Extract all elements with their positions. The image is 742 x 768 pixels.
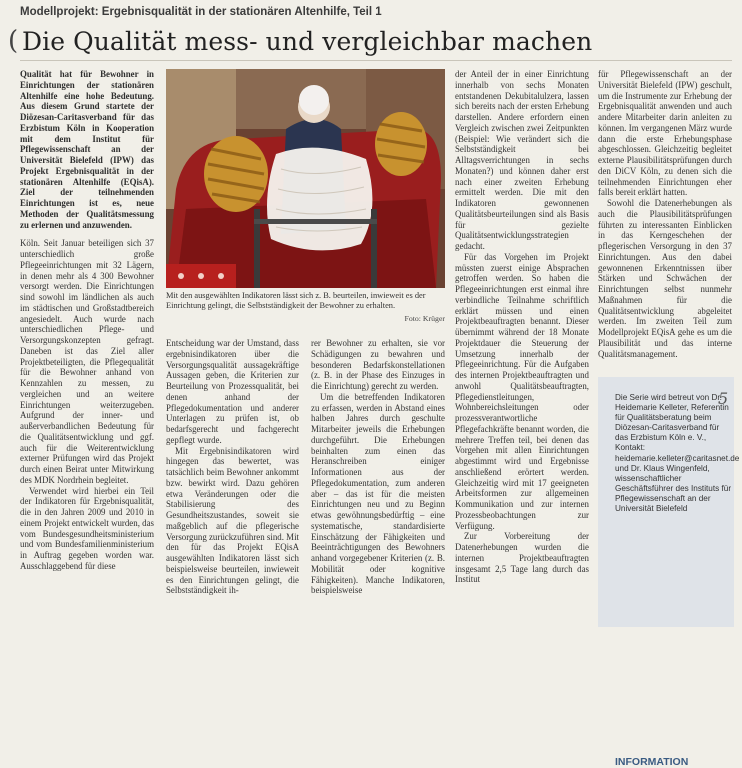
body-paragraph: Verwendet wird hierbei ein Teil der Indikatoren für Ergebnisqualität, die in den Jahren 2009 und 2010 in einem Projekt entwickelt wurden, das vom Bundesgesundheitsministerium und vom Bundesfamilienministerium in Auftrag gegeben worden war. Ausschlaggebend für diese xyxy=(20,485,154,571)
article-column-2 xyxy=(166,338,299,625)
article-headline: Die Qualität mess- und vergleichbar machen xyxy=(22,27,593,56)
body-paragraph: Sowohl die Datenerhebungen als auch die Plausibilitätsprüfungen führten zu interessanten Einblicken in das Kerngeschehen der pflegerischen Versorgung in den 37 Einrichtungen. Aus den dabei gewonnenen Erkenntnissen über Stärken und Schwächen der Einrichtungen selbst nunmehr Maßnahmen für die Qualitätsentwicklung abgeleitet werden. Im zweiten Teil zum Modellprojekt EQisA gehe es um die Plausibilität und das interne Qualitätsmanagement. xyxy=(598,198,732,359)
article-intro: Qualität hat für Bewohner in Einrichtungen der stationären Altenhilfe eine hohe Bedeutung. Aus diesem Grund startete der Diözesan-Caritasverband für das Erzbistum Köln in Kooperation mit dem Institut für Pflegewissenschaft an der Universität Bielefeld (IPW) das Projekt Ergebnisqualität in der stationären Altenhilfe (EQisA). Ziel der teilnehmenden Einrichtungen ist es, neue Methoden der Qualitätsmessung zu erlernen und anzuwenden. xyxy=(20,69,154,230)
information-body: Die Serie wird betreut von Dr. Heidemarie Kelleter, Referentin für Qualitätsberatung beim Diözesan-Caritasverband für das Erzbistum Köln e. V., Kontakt: heidemarie.kelleter@caritasnet.de und Dr. Klaus Wingenfeld, wissenschaftlicher Geschäftsführer des Instituts für Pflegewissenschaft an der Universität Bielefeld xyxy=(615,393,740,514)
information-title: INFORMATION xyxy=(615,756,689,768)
body-paragraph: Für das Vorgehen im Projekt müssten zuerst einige Absprachen getroffen werden. So haben die Pflegeeinrichtungen erst einmal ihre verbindliche Teilnahme schriftlich erklärt müssen und einen Projektbeauftragten benannt. Dieser übernimmt während der 18 Monate Projektdauer die Steuerung der Umsetzung innerhalb der Pflegeeinrichtung. Für die Aufgaben des internen Projektbeauftragten und anwohl Qualitätsbeauftragten, Pflegedienstleitungen, Wohnbereichsleitungen oder prozessverantwortliche Pflegefachkräfte benannt worden, die mehrere Treffen teil, bei denen das Vorgehen mit allen Einrichtungen abgestimmt wird und Ergebnisse anschließend erörtert werden. Gleichzeitig wird mit 17 geeigneten Arbeitsformen zur allgemeinen Kommunikation und zur internen Prozessbeobachtungen zur Verfügung. xyxy=(455,251,589,531)
body-paragraph: der Anteil der in einer Einrichtung innerhalb von sechs Monaten entstandenen Dekubitalulzera, lassen sich bereits nach der ersten Erhebung darstellen. Andere erfordern einen Vergleich zwischen zwei Zeitpunkten (Beispiel: Wie verändert sich die Selbstständigkeit bei Alltagsverrichtungen in sechs Monaten?) und können daher erst nach einer zweiten Erhebung ermittelt werden. Die mit den Indikatoren gewonnenen Qualitätsbeurteilungen sind als Basis für gezielte Qualitätsentwicklungsstrategien gedacht. xyxy=(455,69,589,251)
photo-credit: Foto: Krüger xyxy=(404,314,445,323)
photo-illustration xyxy=(166,69,445,288)
header-divider xyxy=(20,60,732,61)
article-kicker: Modellprojekt: Ergebnisqualität in der stationären Altenhilfe, Teil 1 xyxy=(20,6,382,18)
body-paragraph: rer Bewohner zu erhalten, sie vor Schädigungen zu bewahren und besonderen Bedarfskonstellationen (z. B. in der Phase des Einzuges in die Einrichtung) gerecht zu werden. xyxy=(311,338,445,391)
body-paragraph: Mit Ergebnisindikatoren wird hingegen das bewertet, was tatsächlich beim Bewohner ankommt bzw. bewirkt wird. Dazu gehören etwa Veränderungen oder die Stabilisierung des Gesundheitszustandes, soweit sie maßgeblich auf die pflegerische Versorgung zurückzuführen sind. Mit den für das Projekt EQisA ausgewählten Indikatoren lässt sich beispielsweise beurteilen, inwieweit es den Einrichtungen gelingt, die Selbstständigkeit ih- xyxy=(166,445,299,596)
body-paragraph: für Pflegewissenschaft an der Universität Bielefeld (IPW) geschult, um die Instrumente zur Erhebung der Ergebnisqualität anwenden und auch andere Mitarbeiter darin anleiten zu können. Im vergangenen März wurde dann die erste Erhebungsphase abgeschlossen. Gleichzeitig begleitet externe Plausibilitätsprüfungen durch den DiCV Köln, zu denen sich die teilnehmenden Einrichtungen eher falls bereit erklärt hatten. xyxy=(598,69,732,198)
article-column-3 xyxy=(311,338,445,625)
article-photo xyxy=(166,69,445,288)
page-number: 5 xyxy=(718,389,729,408)
body-paragraph: Entscheidung war der Umstand, dass ergebnisindikatoren über die Versorgungsqualität aussagekräftige Aussagen geben, die Kriterien zur Beurteilung von Prozessqualität, bei denen anhand der Pflegedokumentation und anderer Unterlagen zu prüfen ist, ob bedarfsgerecht und fachgerecht gepflegt wurde. xyxy=(166,338,299,445)
headline-hook-mark: ( xyxy=(8,26,19,56)
article-column-5 xyxy=(598,69,732,377)
body-paragraph: Köln. Seit Januar beteiligen sich 37 unterschiedlich große Pflegeeinrichtungen mit 32 Lägern, in denen mehr als 4 300 Bewohner versorgt werden. Die Einrichtungen sind sowohl im ländlichen als auch im städtischen und Großstadtbereich angesiedelt. Auch wurde nach unterschiedlichen Pflege- und Versorgungskonzepten gefragt. Daneben ist das Ziel aller Projektbeteiligten, die Pflegequalität für die Bewohner anhand von Kennzahlen zu messen, zu vergleichen und an weitere Einrichtungen weiterzugeben. Aufgrund der inner- und außerverbandlichen Bedeutung für die Qualitätsentwicklung und ggf. auch für die Weiterentwicklung externer Prüfungen wird das Projekt durch einen Beirat unter Mitwirkung des MDK Nordrhein begleitet. xyxy=(20,238,154,485)
body-paragraph: Zur Vorbereitung der Datenerhebungen wurden die internen Projektbeauftragten insgesamt 2,5 Tage lang durch das Institut xyxy=(455,531,589,585)
body-paragraph: Um die betreffenden Indikatoren zu erfassen, werden in Abstand eines halben Jahres durch geschulte Mitarbeiter jeweils die Erhebungen durchgeführt. Die Erhebungen beinhalten zum einen das Heranschreiben einiger Informationen aus der Pflegedokumentation, zum anderen aber – das ist für die meisten Einrichtungen neu und zu Beginn etwas gewöhnungsbedürftig – eine systematische, standardisierte Einschätzung der Fähigkeiten und Beeinträchtigungen des Bewohners anhand vorgegebener Kriterien (z. B. Mobilität oder kognitive Fähigkeiten). Manche Indikatoren, beispielsweise xyxy=(311,391,445,596)
information-text xyxy=(615,393,740,625)
photo-caption: Mit den ausgewählten Indikatoren lässt sich z. B. beurteilen, inwieweit es der Einrichtung gelingt, die Selbstständigkeit der Bewohner zu erhalten. xyxy=(166,291,426,310)
article-column-4 xyxy=(455,69,589,625)
article-column-1 xyxy=(20,69,154,625)
